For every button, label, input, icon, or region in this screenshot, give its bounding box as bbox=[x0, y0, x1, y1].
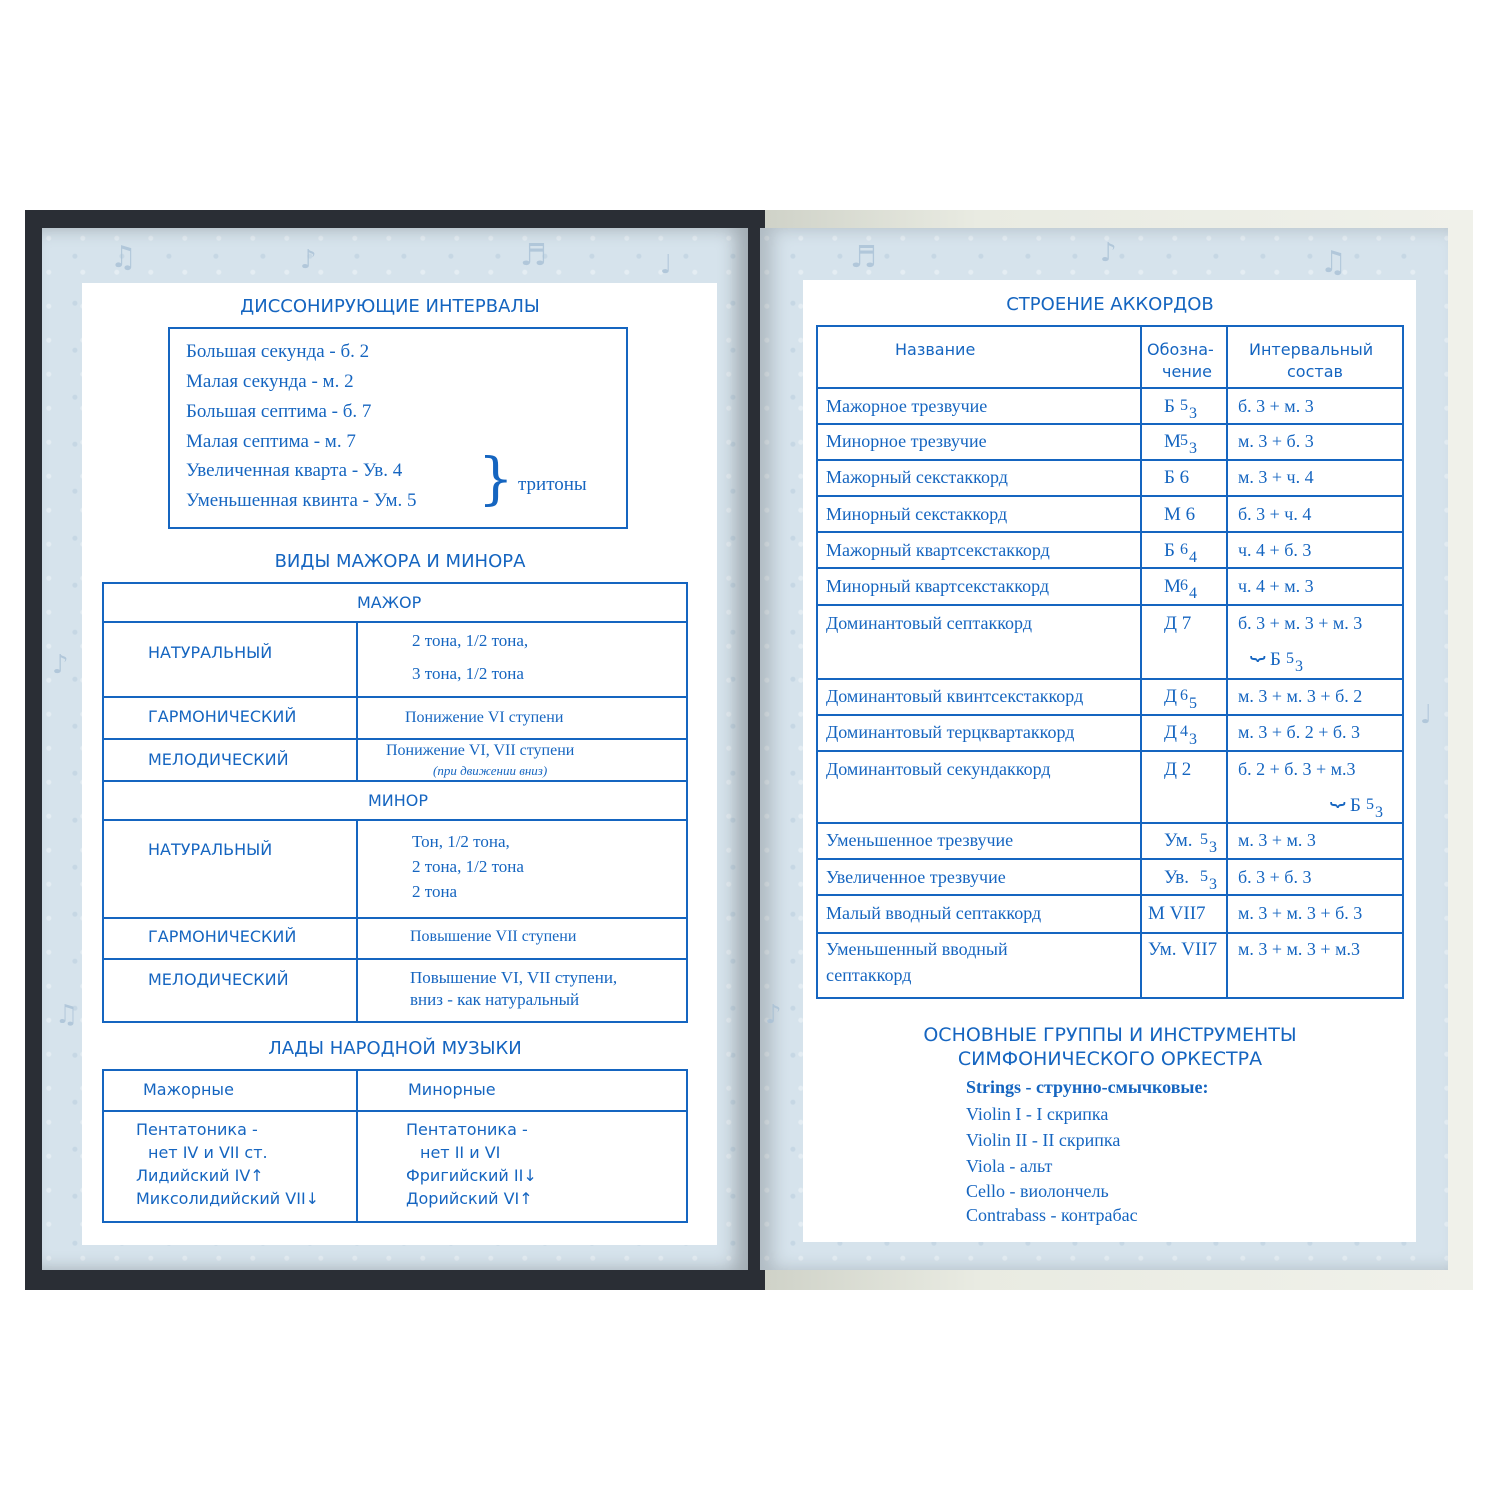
mode-desc: Повышение VII ступени bbox=[410, 928, 577, 945]
col-header-minor: Минорные bbox=[408, 1080, 496, 1099]
row-divider bbox=[816, 531, 1402, 533]
mode-name: ГАРМОНИЧЕСКИЙ bbox=[148, 707, 297, 726]
col-divider bbox=[1140, 325, 1142, 997]
chord-composition: м. 3 + м. 3 bbox=[1238, 830, 1316, 850]
chord-composition: б. 3 + м. 3 + м. 3 bbox=[1238, 613, 1363, 633]
chord-symbol: Д bbox=[1164, 722, 1177, 743]
major-header: МАЖОР bbox=[357, 593, 422, 612]
chord-composition: б. 3 + м. 3 bbox=[1238, 396, 1314, 416]
mode-desc: 2 тона, 1/2 тона, bbox=[412, 631, 529, 650]
row-divider bbox=[102, 958, 686, 960]
instrument-item: Viola - альт bbox=[966, 1156, 1053, 1176]
chord-symbol-sub: 3 bbox=[1375, 804, 1383, 821]
chord-symbol-sub: 3 bbox=[1209, 876, 1217, 893]
chord-symbol: Ум. VII7 bbox=[1148, 939, 1218, 960]
folk-major-line: Миксолидийский VII↓ bbox=[136, 1189, 320, 1208]
chord-symbol-sup: 6 bbox=[1180, 577, 1188, 594]
chord-symbol-sub: 4 bbox=[1189, 549, 1197, 566]
chord-composition: ч. 4 + м. 3 bbox=[1238, 576, 1314, 596]
mode-note: (при движении вниз) bbox=[433, 763, 548, 778]
chord-name: Доминантовый квинтсекстаккорд bbox=[826, 686, 1084, 706]
chord-symbol: Б bbox=[1164, 396, 1175, 417]
chord-name: Мажорное трезвучие bbox=[826, 396, 988, 416]
music-note-icon: ♪ bbox=[52, 650, 69, 680]
chord-name: септаккорд bbox=[826, 965, 912, 985]
chord-name: Мажорный секстаккорд bbox=[826, 467, 1008, 487]
chord-symbol: Д bbox=[1164, 686, 1177, 707]
chord-symbol-sup: 5 bbox=[1366, 796, 1374, 813]
row-divider bbox=[102, 780, 686, 782]
chord-name: Минорный секстаккорд bbox=[826, 504, 1008, 524]
chord-symbol-sup: 5 bbox=[1200, 831, 1208, 848]
chord-symbol: Б bbox=[1270, 649, 1281, 670]
row-divider bbox=[816, 858, 1402, 860]
chord-composition: ч. 4 + б. 3 bbox=[1238, 540, 1312, 560]
chords-table bbox=[816, 325, 1404, 999]
instrument-item: Contrabass - контрабас bbox=[966, 1205, 1138, 1225]
mode-desc: 2 тона, 1/2 тона bbox=[412, 857, 524, 876]
interval-item: Малая септима - м. 7 bbox=[186, 431, 356, 452]
chord-symbol: Ум. bbox=[1164, 830, 1193, 851]
col-divider bbox=[356, 819, 358, 1021]
music-note-icon: ♪ bbox=[300, 245, 317, 275]
chord-name: Доминантовый терцквартаккорд bbox=[826, 722, 1075, 742]
modes-title: ВИДЫ МАЖОРА И МИНОРА bbox=[274, 551, 526, 572]
row-divider bbox=[816, 423, 1402, 425]
brace-icon: ⏟ bbox=[1250, 631, 1266, 661]
music-note-icon: ♩ bbox=[660, 250, 673, 280]
music-note-icon: ♫ bbox=[1320, 245, 1347, 280]
strings-group-label: Strings - струнно-смычковые: bbox=[966, 1077, 1209, 1097]
interval-item: Большая секунда - б. 2 bbox=[186, 341, 370, 362]
orchestra-title: СИМФОНИЧЕСКОГО ОРКЕСТРА bbox=[957, 1048, 1263, 1070]
chord-symbol: Б bbox=[1164, 540, 1175, 561]
chord-symbol: Д 2 bbox=[1164, 759, 1192, 780]
chord-composition: б. 3 + ч. 4 bbox=[1238, 504, 1312, 524]
header-composition: состав bbox=[1287, 362, 1343, 381]
chords-title: СТРОЕНИЕ АККОРДОВ bbox=[1006, 294, 1214, 315]
music-note-icon: ♩ bbox=[1420, 700, 1433, 730]
mode-name: МЕЛОДИЧЕСКИЙ bbox=[148, 750, 289, 769]
chord-name: Увеличенное трезвучие bbox=[826, 867, 1006, 887]
folk-minor-line: Пентатоника - bbox=[406, 1120, 528, 1139]
col-divider bbox=[356, 1069, 358, 1221]
chord-symbol-sup: 5 bbox=[1180, 432, 1188, 449]
header-symbol: Обозна- bbox=[1147, 340, 1214, 359]
chord-symbol-sub: 5 bbox=[1189, 695, 1197, 712]
chord-symbol-sub: 3 bbox=[1189, 405, 1197, 422]
instrument-item: Cello - виолончель bbox=[966, 1181, 1109, 1201]
col-divider bbox=[1226, 325, 1228, 997]
row-divider bbox=[816, 932, 1402, 934]
chord-composition: б. 2 + б. 3 + м.3 bbox=[1238, 759, 1356, 779]
chord-composition: м. 3 + б. 2 + б. 3 bbox=[1238, 722, 1361, 742]
chord-symbol-sup: 4 bbox=[1180, 723, 1188, 740]
music-note-icon: ♪ bbox=[1100, 238, 1117, 268]
row-divider bbox=[102, 917, 686, 919]
music-note-icon: ♪ bbox=[765, 1000, 782, 1030]
chord-name: Уменьшенный вводный bbox=[826, 939, 1008, 959]
chord-symbol: М VII7 bbox=[1148, 903, 1206, 924]
mode-name: НАТУРАЛЬНЫЙ bbox=[148, 840, 273, 859]
chord-symbol: М bbox=[1164, 431, 1181, 452]
chord-symbol: Д 7 bbox=[1164, 613, 1192, 634]
chord-name: Малый вводный септаккорд bbox=[826, 903, 1042, 923]
header-name: Название bbox=[895, 340, 976, 359]
chord-composition: м. 3 + м. 3 + б. 3 bbox=[1238, 903, 1363, 923]
chord-symbol: М 6 bbox=[1164, 504, 1196, 525]
instrument-item: Violin I - I скрипка bbox=[966, 1104, 1109, 1124]
chord-composition: м. 3 + ч. 4 bbox=[1238, 467, 1314, 487]
row-divider bbox=[102, 621, 686, 623]
chord-name: Уменьшенное трезвучие bbox=[826, 830, 1014, 850]
row-divider bbox=[102, 1110, 686, 1112]
chord-symbol-sup: 5 bbox=[1286, 650, 1294, 667]
mode-name: ГАРМОНИЧЕСКИЙ bbox=[148, 927, 297, 946]
chord-name: Минорное трезвучие bbox=[826, 431, 987, 451]
row-divider bbox=[816, 459, 1402, 461]
minor-header: МИНОР bbox=[368, 791, 429, 810]
folk-major-line: нет IV и VII ст. bbox=[148, 1143, 268, 1162]
dissonant-intervals-title: ДИССОНИРУЮЩИЕ ИНТЕРВАЛЫ bbox=[240, 296, 540, 317]
orchestra-title: ОСНОВНЫЕ ГРУППЫ И ИНСТРУМЕНТЫ bbox=[923, 1024, 1297, 1046]
music-note-icon: ♬ bbox=[520, 238, 547, 273]
row-divider bbox=[816, 822, 1402, 824]
folk-minor-line: нет II и VI bbox=[420, 1143, 501, 1162]
col-divider bbox=[356, 621, 358, 780]
music-note-icon: ♬ bbox=[850, 240, 877, 275]
chord-composition: м. 3 + м. 3 + б. 2 bbox=[1238, 686, 1363, 706]
mode-desc: Повышение VI, VII ступени, bbox=[410, 968, 618, 987]
header-symbol: чение bbox=[1162, 362, 1212, 381]
interval-item: Уменьшенная квинта - Ум. 5 bbox=[186, 490, 417, 511]
mode-name: МЕЛОДИЧЕСКИЙ bbox=[148, 970, 289, 989]
music-note-icon: ♫ bbox=[55, 1000, 79, 1030]
row-divider bbox=[102, 696, 686, 698]
folk-minor-line: Фригийский II↓ bbox=[406, 1166, 537, 1185]
chord-symbol-sub: 3 bbox=[1209, 839, 1217, 856]
header-composition: Интервальный bbox=[1249, 340, 1374, 359]
mode-desc: вниз - как натуральный bbox=[410, 990, 580, 1009]
chord-symbol-sub: 4 bbox=[1189, 585, 1197, 602]
row-divider bbox=[816, 495, 1402, 497]
chord-name: Доминантовый септаккорд bbox=[826, 613, 1032, 633]
chord-composition: м. 3 + м. 3 + м.3 bbox=[1238, 939, 1360, 959]
folk-modes-title: ЛАДЫ НАРОДНОЙ МУЗЫКИ bbox=[268, 1038, 522, 1059]
chord-name: Доминантовый секундаккорд bbox=[826, 759, 1051, 779]
interval-item: Увеличенная кварта - Ув. 4 bbox=[186, 460, 403, 481]
chord-symbol-sup: 5 bbox=[1200, 868, 1208, 885]
brace-icon: } bbox=[478, 447, 514, 512]
chord-symbol: Ув. bbox=[1164, 867, 1190, 888]
row-divider bbox=[102, 819, 686, 821]
row-divider bbox=[816, 567, 1402, 569]
chord-symbol: Б 6 bbox=[1164, 467, 1190, 488]
music-note-icon: ♫ bbox=[110, 240, 137, 275]
chord-symbol-sup: 5 bbox=[1180, 397, 1188, 414]
row-divider bbox=[816, 894, 1402, 896]
row-divider bbox=[816, 750, 1402, 752]
chord-symbol: Б bbox=[1350, 795, 1361, 816]
chord-symbol-sup: 6 bbox=[1180, 687, 1188, 704]
chord-symbol-sup: 6 bbox=[1180, 541, 1188, 558]
chord-symbol-sub: 3 bbox=[1189, 440, 1197, 457]
col-header-major: Мажорные bbox=[143, 1080, 234, 1099]
folk-major-line: Лидийский IV↑ bbox=[136, 1166, 264, 1185]
mode-desc: 2 тона bbox=[412, 882, 458, 901]
mode-desc: Понижение VI, VII ступени bbox=[386, 742, 575, 759]
chord-symbol-sub: 3 bbox=[1189, 731, 1197, 748]
mode-desc: Понижение VI ступени bbox=[405, 709, 564, 726]
mode-name: НАТУРАЛЬНЫЙ bbox=[148, 643, 273, 662]
chord-composition: м. 3 + б. 3 bbox=[1238, 431, 1314, 451]
row-divider bbox=[102, 738, 686, 740]
chord-name: Минорный квартсекстаккорд bbox=[826, 576, 1050, 596]
mode-desc: 3 тона, 1/2 тона bbox=[412, 664, 524, 683]
row-divider bbox=[816, 678, 1402, 680]
row-divider bbox=[816, 387, 1402, 389]
chord-symbol-sub: 3 bbox=[1295, 658, 1303, 675]
instrument-item: Violin II - II скрипка bbox=[966, 1130, 1121, 1150]
folk-major-line: Пентатоника - bbox=[136, 1120, 258, 1139]
interval-item: Малая секунда - м. 2 bbox=[186, 371, 354, 392]
row-divider bbox=[816, 604, 1402, 606]
mode-desc: Тон, 1/2 тона, bbox=[412, 832, 510, 851]
chord-name: Мажорный квартсекстаккорд bbox=[826, 540, 1050, 560]
brace-icon: ⏟ bbox=[1330, 777, 1346, 807]
chord-composition: б. 3 + б. 3 bbox=[1238, 867, 1312, 887]
tritone-label: тритоны bbox=[518, 474, 587, 495]
row-divider bbox=[816, 714, 1402, 716]
interval-item: Большая септима - б. 7 bbox=[186, 401, 372, 422]
chord-symbol: М bbox=[1164, 576, 1181, 597]
folk-minor-line: Дорийский VI↑ bbox=[406, 1189, 533, 1208]
